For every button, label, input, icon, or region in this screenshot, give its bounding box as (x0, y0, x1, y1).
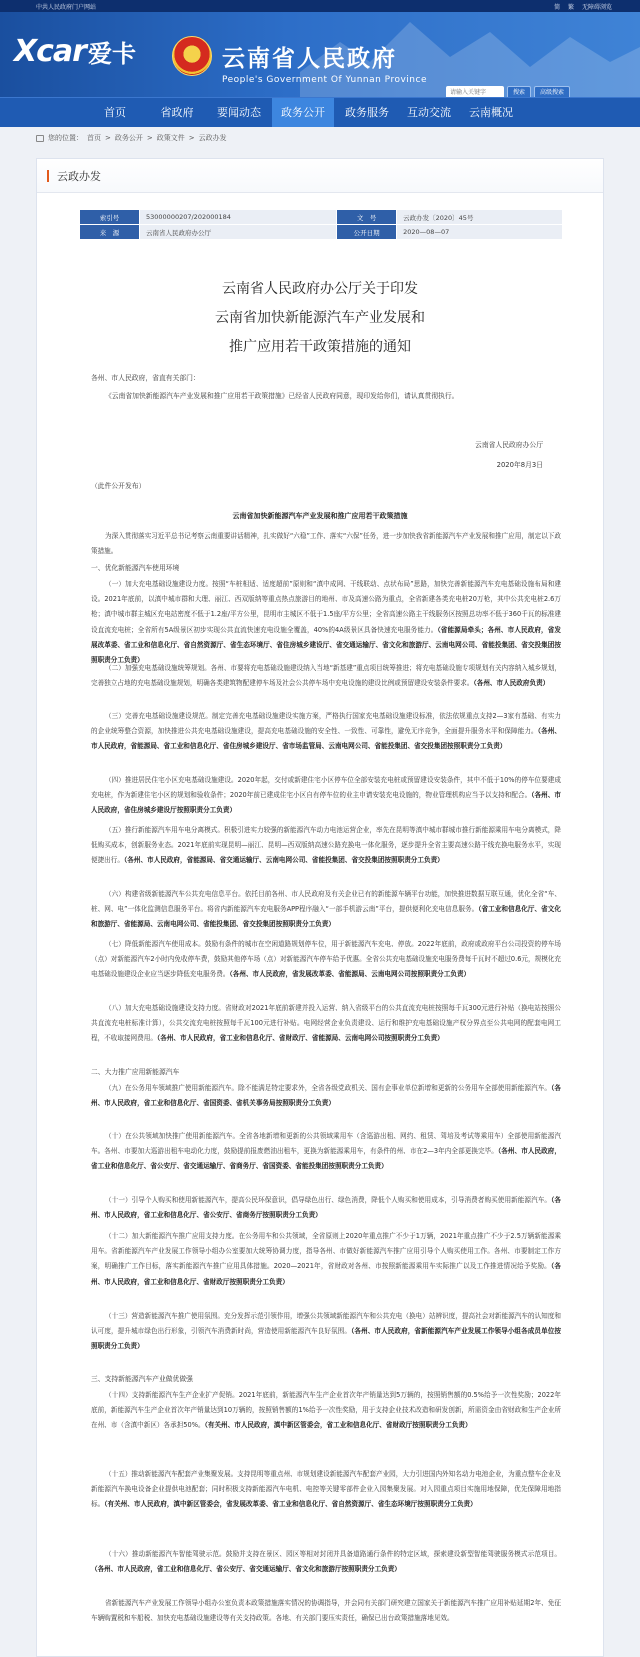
policy-item-2-owners: （各州、市人民政府负责） (473, 679, 550, 688)
policy-item-13 (91, 1309, 561, 1355)
nav-interaction[interactable]: 互动交流 (407, 106, 451, 119)
nav-government[interactable]: 省政府 (160, 106, 194, 119)
policy-item-5-text: （五）推行新能源汽车用车电分离模式。积极引进实力较强的新能源汽车动力电池运营企业，率先在昆明等滇中城市群城市推行新能源乘用车电分离模式，降低购买成本，创新服务业态。2021年底前实现昆明—丽江、昆明—西双版纳高速公路充换电一体化服务，逐步提升全省主要高速公路干线充换电服务水平，实现便捷出行。 (91, 826, 561, 865)
topbar-left: 中共人民政府门户网站 (36, 3, 97, 11)
meta-key-date: 公开日期 (337, 225, 397, 240)
section-2-heading: 二、大力推广应用新能源汽车 (91, 1068, 180, 1076)
site-title-cn: 云南省人民政府 (222, 45, 397, 72)
policy-item-3 (91, 709, 561, 755)
site-title[interactable] (222, 40, 427, 85)
lead-paragraph: 为深入贯彻落实习近平总书记考察云南重要讲话精神，扎实做好“六稳”工作、落实“六保”任务，进一步加快我省新能源汽车产业发展和推广应用，制定以下政策措施。 (91, 532, 561, 556)
policy-item-10-owners: （各州、市人民政府，省工业和信息化厅、省公安厅、省交通运输厅、省商务厅、省国资委、省能投集团按照职责分工负责） (91, 1147, 561, 1171)
policy-item-14-text: （十四）支持新能源汽车生产企业扩产促销。2021年底前，新能源汽车生产企业首次年产销量达到5万辆的，按照销售额的0.5%给予一次性奖励；2022年底前，新能源汽车生产企业首次年产销量达到10万辆的，按照销售额的1%给予一次性奖励，用于支持企业技术改造和研发创新，所需资金由省财政和生产企业所在州、市（含滇中新区）各承担50%。 (91, 1391, 561, 1430)
policy-item-5-owners: （各州、市人民政府，省能源局、省交通运输厅、云南电网公司、省能投集团、省交投集团按照职责分工负责） (123, 856, 444, 865)
policy-item-15-text: （十五）推动新能源汽车配套产业集聚发展。支持昆明等重点州、市规划建设新能源汽车配套产业园，大力引进国内外知名动力电池企业，为重点整车企业及新能源汽车换电设备企业提供电池配套；同时积极支持新能源汽车电机、电控等关键零部件企业入园集聚发展。对入园重点项目实施用地保障，优先保障用地指标。 (91, 1470, 561, 1509)
meta-value-date: 2020—08—07 (397, 225, 563, 240)
breadcrumb: 您的位置： 首页 > 政务公开 > 政策文件 > 云政办发 (0, 127, 640, 149)
advanced-search-button[interactable]: 高级搜索 (534, 86, 570, 97)
policy-item-2-text: （二）加强充电基础设施统筹规划。各州、市要将充电基础设施建设纳入当地“新基建”重点项目统筹推进；将充电基础设施专项规划有关内容纳入城乡规划，完善独立占地的充电基础设施规划，明确各类建筑物配建停车场及社会公共停车场中充电设施的建设比例或预留建设安装条件要求。 (91, 664, 561, 688)
policy-item-6-text: （六）构建省级新能源汽车公共充电信息平台。依托目前各州、市人民政府及有关企业已有的新能源车辆平台功能，加快推进数据互联互通，优化全省“车、桩、网、电”一体化监测信息服务平台。将省内新能源汽车充电服务APP程序融入“一部手机游云南”平台，提供便利化充电信息服务。 (91, 890, 561, 914)
section-1-heading: 一、优化新能源汽车使用环境 (91, 564, 180, 572)
policy-item-8-owners: （各州、市人民政府，省工业和信息化厅、省财政厅、省能源局、云南电网公司按照职责分工负责） (156, 1034, 444, 1043)
recipients: 各州、市人民政府，省直有关部门： (91, 374, 200, 382)
section-3-heading: 三、支持新能源汽车产业做优做强 (91, 1375, 193, 1383)
policy-item-1 (91, 577, 561, 668)
nav-services[interactable]: 政务服务 (345, 106, 389, 119)
meta-value-index: 53000000207/202000184 (140, 210, 337, 225)
document-title-line3: 推广应用若干政策措施的通知 (229, 339, 411, 355)
breadcrumb-policy[interactable]: 政策文件 (156, 134, 185, 142)
title-accent (47, 170, 49, 182)
xcar-logo[interactable] (14, 34, 136, 69)
main-nav (0, 97, 640, 127)
intro-paragraph: 《云南省加快新能源汽车产业发展和推广应用若干政策措施》已经省人民政府同意，现印发给你们，请认真贯彻执行。 (105, 392, 459, 400)
policy-item-8-text: （八）加大充电基础设施建设支持力度。省财政对2021年底前新建并投入运营、纳入省级平台的公共直流充电桩按照每千瓦300元进行补贴（换电站按照公共直流充电桩标准计算），公共交流充电桩按照每千瓦100元进行补贴。电网经营企业负责建设、运行和维护充电基础设施产权分界点至公共电网的配套电网工程，不收取接网费用。 (91, 1004, 561, 1043)
document-title (37, 275, 603, 362)
panel-header (37, 159, 603, 193)
policy-item-10-text: （十）在公共领域加快推广使用新能源汽车。全省各地新增和更新的公共领域乘用车（含巡游出租、网约、租赁、驾培及考试等乘用车）全部使用新能源汽车。各州、市要加大巡游出租车电动化力度，鼓励提前报废燃油出租车，更换为新能源乘用车，有条件的州、市在2—3年内全部更换完毕。 (91, 1132, 561, 1156)
publish-note: （此件公开发布） (91, 482, 146, 490)
policy-item-16 (91, 1547, 561, 1577)
policy-item-12-text: （十二）加大新能源汽车推广应用支持力度。在公务用车和公共领域，全省原则上2020年重点推广不少于1万辆，2021年重点推广不少于2.5万辆新能源乘用车。省新能源汽车产业发展工作领导小组办公室要加大统筹协调力度，指导各州、市做好新能源汽车推广应用引导个人购买使用工作。各州、市要制定工作方案，明确推广工作目标，落实新能源汽车推广应用具体措施。2020—2021年，省财政对各州、市按照新能源乘用车实际推广以及工作推进情况给予奖励。 (91, 1232, 561, 1271)
meta-key-docno: 文 号 (337, 210, 397, 225)
document-title-line1: 云南省人民政府办公厅关于印发 (222, 281, 418, 297)
policy-item-16-text: （十六）推动新能源汽车智能驾驶示范。鼓励并支持在景区、园区等相对封闭并具备道路通行条件的特定区域，探索建设新型智能驾驶服务模式示范项目。 (105, 1550, 561, 1558)
nav-home[interactable]: 首页 (104, 106, 126, 119)
breadcrumb-open-affairs[interactable]: 政务公开 (114, 134, 143, 142)
xcar-logo-text: Xcar (14, 34, 86, 69)
policy-item-12 (91, 1229, 561, 1290)
content-panel (36, 158, 604, 1657)
policy-item-13-owners: （各州、市人民政府，省新能源汽车产业发展工作领导小组各成员单位按照职责分工负责） (91, 1327, 562, 1351)
policy-item-3-text: （三）完善充电基础设施建设规范。制定完善充电基础设施建设实施方案，严格执行国家充电基础设施建设标准，依法依规重点支持2—3家有基础、有实力的企业统筹整合资源，加快推进公共充电基础设施建设，提高充电基础设施的安全性、一致性、可靠性，避免无序竞争，全面提升服务水平和保障能力。 (91, 712, 561, 736)
search-input[interactable] (446, 86, 504, 97)
policy-item-9 (91, 1081, 561, 1111)
policy-item-15 (91, 1467, 561, 1513)
search-button[interactable]: 搜索 (507, 86, 531, 97)
site-header (0, 12, 640, 97)
policy-item-4-text: （四）推进居民住宅小区充电基础设施建设。2020年起，交付或新建住宅小区停车位全部安装充电桩或预留建设安装条件，其中不低于10%的停车位要建成充电桩，作为新建住宅小区的规划和验收条件；2020年前已建成住宅小区自有停车位的业主申请安装充电设施的，物业管理机构应当予以支持和配合。 (91, 776, 561, 800)
meta-value-docno: 云政办发〔2020〕45号 (397, 210, 563, 225)
policy-item-8 (91, 1001, 561, 1047)
policy-item-7 (91, 937, 561, 983)
meta-value-source: 云南省人民政府办公厅 (140, 225, 337, 240)
policy-item-2 (91, 661, 561, 691)
nav-open-affairs[interactable]: 政务公开 (272, 98, 334, 127)
signature-org: 云南省人民政府办公厅 (475, 441, 543, 449)
policy-item-14-owners: （有关州、市人民政府，滇中新区管委会，省工业和信息化厅、省财政厅按照职责分工负责） (204, 1421, 472, 1430)
policy-item-5 (91, 823, 561, 869)
policy-item-14 (91, 1388, 561, 1434)
search-bar (446, 86, 570, 97)
policy-item-7-text: （七）降低新能源汽车使用成本。鼓励有条件的城市在空闲道路规划停车位，用于新能源汽车充电、停放。2022年底前，政府或政府平台公司投资的停车场（点）对新能源汽车2小时内免收停车费，鼓励其他停车场（点）对新能源汽车停车给予优惠。全省公共充电基础设施充电服务费每千瓦时不超过0.6元，规模化充电基础设施建设企业应当逐步降低充电服务费。 (91, 940, 561, 979)
policy-item-12-owners: （各州、市人民政府，省工业和信息化厅、省财政厅按照职责分工负责） (91, 1262, 561, 1286)
xcar-logo-cn: 爱卡 (87, 40, 136, 68)
closing-paragraph: 省新能源汽车产业发展工作领导小组办公室负责本政策措施落实情况的协调指导，并会同有关部门研究建立国家关于新能源汽车推广应用补贴延期2年、免征车辆购置税和车船税、加快充电基础设施建设等有关支持政策。各地、有关部门要压实责任，确保已出台政策措施落地见效。 (91, 1599, 561, 1623)
policy-item-15-owners: （有关州、市人民政府，滇中新区管委会，省发展改革委、省工业和信息化厅、省自然资源厅、省生态环境厅按照职责分工负责） (104, 1500, 477, 1509)
signature-date: 2020年8月3日 (496, 461, 543, 469)
breadcrumb-home[interactable]: 首页 (87, 134, 101, 142)
top-bar (0, 0, 640, 12)
home-icon (36, 135, 44, 142)
nav-overview[interactable]: 云南概况 (469, 106, 513, 119)
breadcrumb-current: 云政办发 (198, 134, 227, 142)
accessibility-link[interactable]: 无障碍浏览 (581, 3, 612, 11)
nav-news[interactable]: 要闻动态 (217, 106, 261, 119)
simplified-link[interactable]: 简 (554, 3, 561, 11)
policy-item-6 (91, 887, 561, 933)
policy-item-7-owners: （各州、市人民政府，省发展改革委、省能源局、云南电网公司按照职责分工负责） (229, 970, 471, 979)
panel-title: 云政办发 (57, 169, 101, 183)
policy-item-16-owners: （各州、市人民政府，省工业和信息化厅、省公安厅、省交通运输厅、省文化和旅游厅按照职责分工负责） (91, 1565, 401, 1574)
policy-item-11-text: （十一）引导个人购买和使用新能源汽车，提高公民环保意识，倡导绿色出行、绿色消费，降低个人购买和使用成本，引导消费者购买使用新能源汽车。 (105, 1196, 552, 1204)
policy-item-10 (91, 1129, 561, 1175)
policy-item-11-owners: （各州、市人民政府，省工业和信息化厅、省公安厅、省商务厅按照职责分工负责） (91, 1196, 561, 1220)
national-emblem-icon (172, 36, 212, 76)
document-meta-table (79, 209, 563, 240)
policy-item-1-text: （一）加大充电基础设施建设力度。按照“车桩相适、适度超前”原则和“滇中成网、干线联动、点状布局”思路，加快完善新能源汽车充电基础设施布局和建设。2021年底前，以滇中城市群和大理、丽江、西双版纳等重点热点旅游目的地州、市及高速公路为重点，全省新建各类充电桩20万枪，其中公共充电桩2.6万枪；滇中城市群主城区充电站密度不低于1.2座/平方公里，昆明市主城区不低于1.5座/平方公里；全省高速公路主干线服务区按照总功率不低于360千瓦的标准建设直流充电桩；全省所有5A级景区初步实现公共直流快速充电设施全覆盖，40%的4A级景区具备快速充电服务能力。 (91, 580, 561, 634)
policy-item-1-owners: （省能源局牵头；各州、市人民政府，省发展改革委、省工业和信息化厅、省自然资源厅、省生态环境厅、省住房城乡建设厅、省交通运输厅、省文化和旅游厅、云南电网公司、省能投集团、省交投集团按照职责分工负责） (91, 625, 561, 665)
policy-item-6-owners: （省工业和信息化厅、省文化和旅游厅、省能源局、云南电网公司、省能投集团、省交投集团按照职责分工负责） (91, 905, 561, 929)
policy-item-4 (91, 773, 561, 819)
measures-title: 云南省加快新能源汽车产业发展和推广应用若干政策措施 (232, 512, 408, 520)
breadcrumb-label: 您的位置： (48, 134, 83, 142)
meta-key-source: 来 源 (80, 225, 140, 240)
meta-key-index: 索引号 (80, 210, 140, 225)
site-title-en: People's Government Of Yunnan Province (222, 75, 427, 85)
policy-item-9-owners: （各州、市人民政府，省工业和信息化厅、省国资委、省机关事务局按照职责分工负责） (91, 1084, 561, 1108)
document-title-line2: 云南省加快新能源汽车产业发展和 (215, 310, 425, 326)
policy-item-3-owners: （各州、市人民政府，省能源局、省工业和信息化厅、省住房城乡建设厅、省市场监管局、云南电网公司、省能投集团、省交投集团按照职责分工负责） (91, 727, 561, 751)
policy-item-13-text: （十三）营造新能源汽车推广使用氛围。充分发挥示范引领作用，增强公共领域新能源汽车和公共充电（换电）站辨识度，提高社会对新能源汽车的认知度和认可度，提升城市绿色出行形象，引领汽车消费新时尚，营造使用新能源汽车良好氛围。 (91, 1312, 561, 1336)
policy-item-11 (91, 1193, 561, 1223)
policy-item-4-owners: （各州、市人民政府，省住房城乡建设厅按照职责分工负责） (91, 791, 561, 815)
policy-item-9-text: （九）在公务用车领域推广使用新能源汽车。除不能满足特定要求外，全省各级党政机关、国有企事业单位新增和更新的公务用车全部使用新能源汽车。 (105, 1084, 552, 1092)
traditional-link[interactable]: 繁 (568, 3, 575, 11)
